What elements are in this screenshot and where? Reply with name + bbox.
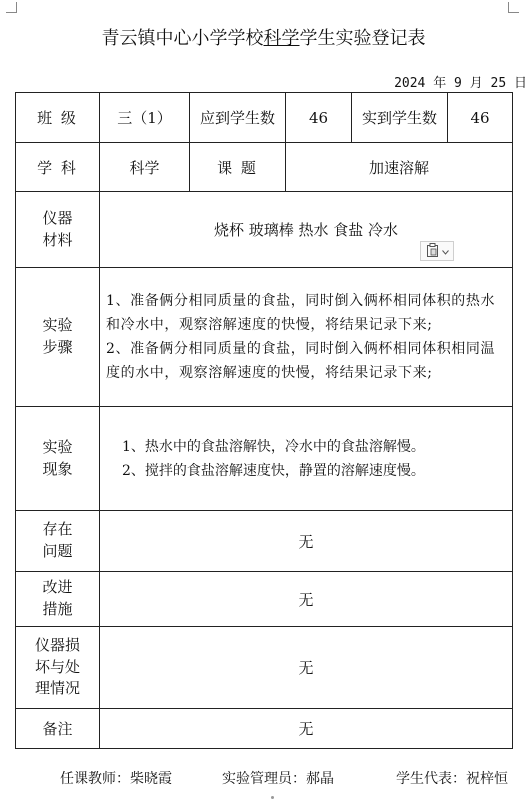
improvements-value[interactable]: 无 bbox=[100, 572, 513, 627]
subject-label: 学 科 bbox=[16, 143, 100, 192]
subject-value[interactable]: 科学 bbox=[100, 143, 190, 192]
improvements-label bbox=[16, 572, 100, 627]
topic-label: 课 题 bbox=[190, 143, 286, 192]
phenomenon-2: 2、搅拌的食盐溶解速度快，静置的溶解速度慢。 bbox=[122, 462, 425, 479]
damage-value[interactable]: 无 bbox=[100, 627, 513, 709]
problems-label-line-1: 存在 bbox=[42, 520, 73, 539]
improvements-label-line-1: 改进 bbox=[42, 578, 73, 597]
experiment-form-table bbox=[15, 92, 513, 749]
row-subject bbox=[16, 143, 513, 192]
damage-label-line-2: 坏与处 bbox=[34, 657, 80, 676]
problems-label-line-2: 问题 bbox=[42, 542, 73, 560]
crop-mark-top-left bbox=[6, 2, 17, 13]
chevron-down-icon bbox=[442, 245, 449, 258]
step-2: 2、准备俩分相同质量的食盐，同时倒入俩杯相同体积相同温度的水中，观察溶解速度的快慢，将结果记录下来; bbox=[106, 341, 496, 381]
remarks-label: 备注 bbox=[16, 709, 100, 749]
expected-students-label: 应到学生数 bbox=[190, 93, 286, 143]
teacher-signature: 任课教师：柴晓霞 bbox=[60, 771, 172, 787]
row-remarks bbox=[16, 709, 513, 749]
damage-label-line-1: 仪器损 bbox=[34, 635, 80, 654]
page-marker bbox=[271, 796, 274, 799]
class-label: 班 级 bbox=[16, 93, 100, 143]
expected-students-value[interactable]: 46 bbox=[286, 93, 352, 143]
problems-value[interactable]: 无 bbox=[100, 511, 513, 572]
materials-label-line-2: 材料 bbox=[42, 230, 73, 249]
title-subject: 科学 bbox=[263, 28, 300, 49]
materials-label bbox=[16, 192, 100, 268]
student-signature: 学生代表：祝梓恒 bbox=[396, 771, 508, 787]
damage-label bbox=[16, 627, 100, 709]
steps-label-line-2: 步骤 bbox=[42, 338, 73, 356]
row-problems bbox=[16, 511, 513, 572]
remarks-value[interactable]: 无 bbox=[100, 709, 513, 749]
damage-label-line-3: 理情况 bbox=[34, 679, 80, 698]
materials-label-line-1: 仪器 bbox=[42, 208, 73, 227]
admin-signature: 实验管理员：郝晶 bbox=[222, 771, 334, 787]
actual-students-value[interactable]: 46 bbox=[448, 93, 513, 143]
paste-options-button[interactable] bbox=[420, 241, 454, 261]
row-class bbox=[16, 93, 513, 143]
clipboard-icon bbox=[426, 243, 439, 260]
phenomena-label bbox=[16, 407, 100, 511]
document-title bbox=[0, 24, 527, 50]
phenomena-label-line-2: 现象 bbox=[42, 459, 73, 478]
crop-mark-top-right bbox=[508, 2, 519, 13]
class-value[interactable]: 三（1） bbox=[100, 93, 190, 143]
phenomena-value[interactable] bbox=[100, 407, 513, 511]
problems-label bbox=[16, 511, 100, 572]
phenomenon-1: 1、热水中的食盐溶解快，冷水中的食盐溶解慢。 bbox=[122, 438, 425, 455]
title-school: 青云镇中心小学学校 bbox=[101, 28, 264, 49]
row-damage bbox=[16, 627, 513, 709]
steps-label-line-1: 实验 bbox=[42, 316, 73, 335]
steps-value[interactable] bbox=[100, 268, 513, 407]
materials-value[interactable]: 烧杯 玻璃棒 热水 食盐 冷水 bbox=[100, 192, 513, 268]
improvements-label-line-2: 措施 bbox=[42, 600, 73, 618]
actual-students-label: 实到学生数 bbox=[352, 93, 448, 143]
title-form: 学生实验登记表 bbox=[299, 28, 426, 49]
phenomena-label-line-1: 实验 bbox=[42, 437, 73, 456]
row-improvements bbox=[16, 572, 513, 627]
row-phenomena bbox=[16, 407, 513, 511]
record-date: 2024 年 9 月 25 日 bbox=[394, 76, 527, 91]
step-1: 1、准备俩分相同质量的食盐，同时倒入俩杯相同体积的热水和冷水中，观察溶解速度的快慢，将结果记录下来; bbox=[106, 293, 496, 333]
steps-label bbox=[16, 268, 100, 407]
row-steps bbox=[16, 268, 513, 407]
topic-value[interactable]: 加速溶解 bbox=[286, 143, 513, 192]
